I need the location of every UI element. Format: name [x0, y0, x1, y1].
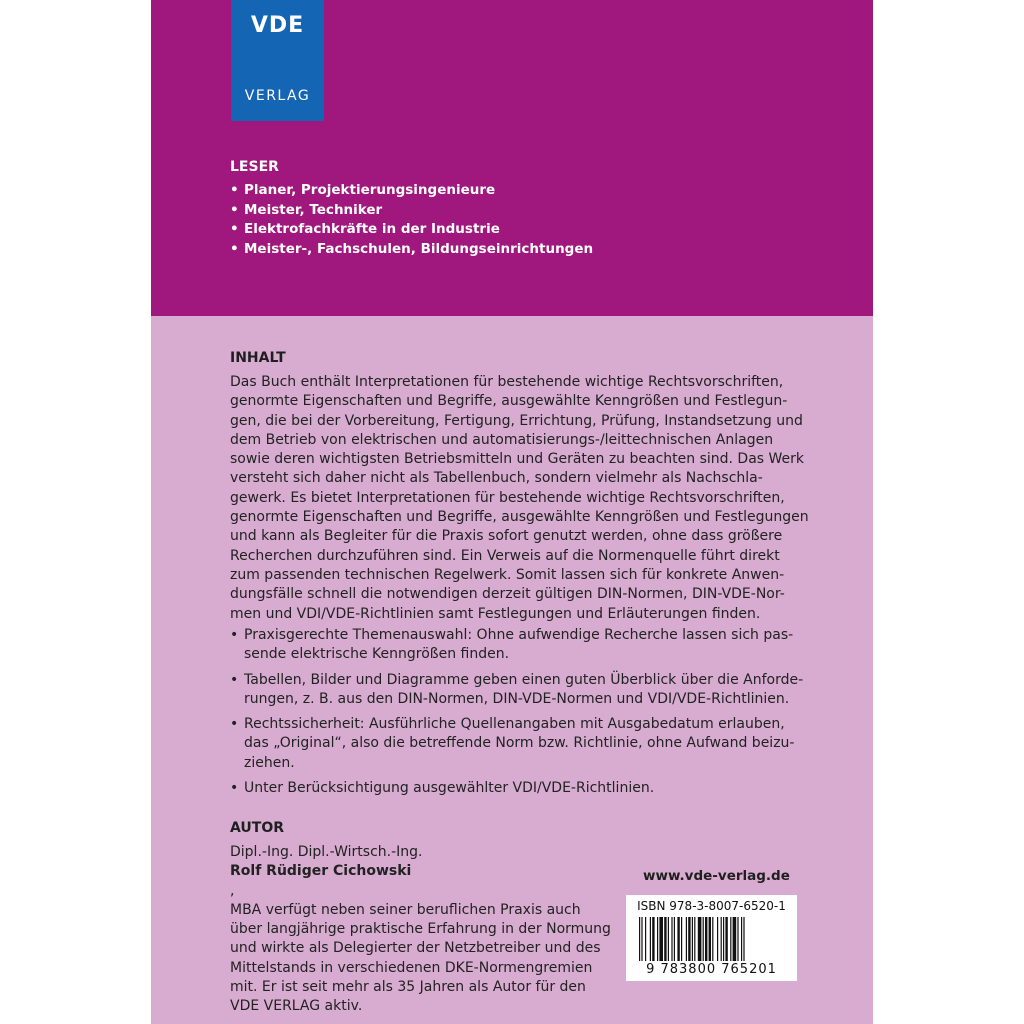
bullet-icon: •: [230, 716, 239, 733]
bullet-icon: •: [230, 671, 239, 688]
top-band: [151, 0, 873, 316]
website-url: www.vde-verlag.de: [643, 868, 790, 884]
bullet-icon: •: [230, 780, 239, 797]
inhalt-heading: INHALT: [230, 350, 286, 366]
autor-heading: AUTOR: [230, 820, 285, 836]
list-item: • Planer, Projektierungsingenieure: [230, 181, 593, 201]
ean-digits: 9 783800 765201: [646, 962, 777, 977]
inhalt-bullet-list: [230, 626, 803, 804]
autor-paragraph: Dipl.-Ing. Dipl.-Wirtsch.-Ing. Rolf Rüdiger Cichowski , MBA verfügt neben seiner beruflichen Praxis auch über langjährige praktische Erfahrung in der Normung und wirkte als Delegierter der Netzbetreiber und des Mittelstands in verschiedenen DKE-Normengremien mit. Er ist seit mehr als 35 Jahren als Autor für den VDE VERLAG aktiv.: [230, 844, 611, 1015]
bullet-icon: •: [230, 201, 239, 218]
barcode-icon: [639, 917, 784, 961]
logo-sub: VERLAG: [244, 88, 311, 104]
bullet-icon: •: [230, 240, 239, 257]
list-item: • Elektrofachkräfte in der Industrie: [230, 220, 593, 240]
bullet-icon: •: [230, 221, 239, 237]
leser-list: [230, 181, 593, 259]
barcode-label: [626, 895, 797, 981]
list-item: • Praxisgerechte Themenauswahl: Ohne aufwendige Recherche lassen sich pas- sende elektrische Kenngrößen finden.: [230, 627, 794, 663]
isbn-text: ISBN 978-3-8007-6520-1: [637, 899, 786, 913]
author-name: Rolf Rüdiger Cichowski: [230, 863, 412, 880]
back-cover: [151, 0, 873, 1024]
logo-brand: VDE: [250, 13, 305, 38]
list-item: • Unter Berücksichtigung ausgewählter VDI/VDE-Richtlinien.: [230, 779, 803, 798]
list-item: • Tabellen, Bilder und Diagramme geben einen guten Überblick über die Anforde- rungen, z. B. aus den DIN-Normen, DIN-VDE-Normen und VDI/VDE-Richtlinien.: [230, 671, 804, 707]
vde-verlag-logo: [231, 0, 324, 121]
bullet-icon: •: [230, 182, 239, 198]
list-item: • Meister-, Fachschulen, Bildungseinrichtungen: [230, 240, 593, 260]
list-item: • Meister, Techniker: [230, 201, 593, 221]
leser-heading: LESER: [230, 159, 279, 175]
bullet-icon: •: [230, 627, 239, 643]
inhalt-paragraph: Das Buch enthält Interpretationen für bestehende wichtige Rechtsvorschriften, genormte Eigenschaften und Begriffe, ausgewählte Kenngrößen und Festlegun- gen, die bei der Vorbereitung, Fertigung, Errichtung, Prüfung, Instandsetzung und dem Betrieb von elektrischen und automatisierungs-/leittechnischen Anlagen sowie deren wichtigsten Betriebsmitteln und Geräten zu beachten sind. Das Werk versteht sich daher nicht als Tabellenbuch, sondern vielmehr als Nachschla- gewerk. Es bietet Interpretationen für bestehende wichtige Rechtsvorschriften, genormte Eigenschaften und Begriffe, ausgewählte Kenngrößen und Festlegungen und kann als Begleiter für die Praxis sofort genutzt werden, ohne dass größere Recherchen durchzuführen sind. Ein Verweis auf die Normenquelle führt direkt zum passenden technischen Regelwerk. Somit lassen sich für konkrete Anwen- dungsfälle schnell die notwendigen derzeit gültigen DIN-Normen, DIN-VDE-Nor- men und VDI/VDE-Richtlinien samt Festlegungen und Erläuterungen finden.: [230, 374, 809, 622]
list-item: • Rechtssicherheit: Ausführliche Quellenangaben mit Ausgabedatum erlauben, das „Original“, also die betreffende Norm bzw. Richtlinie, ohne Aufwand beizu- ziehen.: [230, 716, 795, 771]
